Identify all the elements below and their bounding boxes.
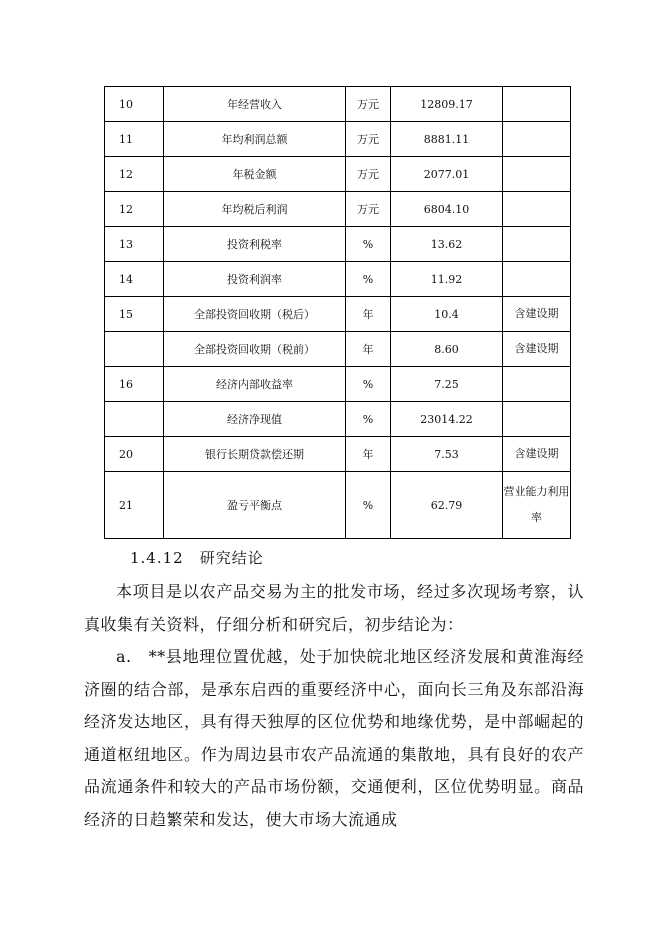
indicator-name: 银行长期贷款偿还期 — [164, 437, 346, 472]
indicator-value: 8.60 — [391, 332, 503, 367]
row-number: 11 — [105, 122, 164, 157]
indicator-name: 盈亏平衡点 — [164, 472, 346, 539]
indicator-note — [503, 87, 571, 122]
indicator-note — [503, 227, 571, 262]
table-row — [105, 472, 571, 539]
indicator-value: 7.25 — [391, 367, 503, 402]
indicator-name: 年经营收入 — [164, 87, 346, 122]
row-number: 14 — [105, 262, 164, 297]
indicator-note — [503, 367, 571, 402]
indicator-name: 全部投资回收期（税前） — [164, 332, 346, 367]
indicator-value: 62.79 — [391, 472, 503, 539]
row-number — [105, 402, 164, 437]
indicator-unit: % — [346, 367, 391, 402]
indicator-unit: 万元 — [346, 192, 391, 227]
table-row — [105, 402, 571, 437]
table-row — [105, 262, 571, 297]
table-row — [105, 332, 571, 367]
section-heading: 1.4.12 研究结论 — [130, 549, 264, 567]
row-number: 10 — [105, 87, 164, 122]
financial-indicators-table — [104, 86, 571, 539]
indicator-note — [503, 192, 571, 227]
indicator-note — [503, 122, 571, 157]
indicator-unit: 年 — [346, 437, 391, 472]
table-row — [105, 157, 571, 192]
indicator-note: 营业能力利用率 — [503, 472, 571, 539]
table-row — [105, 227, 571, 262]
indicator-name: 年均利润总额 — [164, 122, 346, 157]
indicator-value: 8881.11 — [391, 122, 503, 157]
row-number: 15 — [105, 297, 164, 332]
section-body — [84, 576, 584, 836]
paragraph: 本项目是以农产品交易为主的批发市场，经过多次现场考察，认真收集有关资料，仔细分析和研究后，初步结论为： — [84, 582, 584, 634]
indicator-note — [503, 262, 571, 297]
indicator-note: 含建设期 — [503, 437, 571, 472]
indicator-unit: 万元 — [346, 87, 391, 122]
row-number: 12 — [105, 157, 164, 192]
row-number: 12 — [105, 192, 164, 227]
table-row — [105, 87, 571, 122]
indicator-name: 全部投资回收期（税后） — [164, 297, 346, 332]
indicator-note: 含建设期 — [503, 297, 571, 332]
indicator-name: 投资利润率 — [164, 262, 346, 297]
indicator-unit: 年 — [346, 297, 391, 332]
indicator-note — [503, 402, 571, 437]
table-row — [105, 367, 571, 402]
indicator-name: 年均税后利润 — [164, 192, 346, 227]
indicator-name: 年税金额 — [164, 157, 346, 192]
row-number: 13 — [105, 227, 164, 262]
indicator-unit: % — [346, 227, 391, 262]
indicator-name: 经济内部收益率 — [164, 367, 346, 402]
table-row — [105, 122, 571, 157]
indicator-value: 10.4 — [391, 297, 503, 332]
indicator-value: 7.53 — [391, 437, 503, 472]
row-number: 20 — [105, 437, 164, 472]
indicator-note — [503, 157, 571, 192]
indicator-value: 23014.22 — [391, 402, 503, 437]
table-row — [105, 192, 571, 227]
indicator-unit: 万元 — [346, 157, 391, 192]
indicator-unit: % — [346, 262, 391, 297]
indicator-unit: 年 — [346, 332, 391, 367]
table-row — [105, 437, 571, 472]
indicator-value: 2077.01 — [391, 157, 503, 192]
indicator-unit: % — [346, 472, 391, 539]
paragraph: a. **县地理位置优越，处于加快皖北地区经济发展和黄淮海经济圈的结合部，是承东启西的重要经济中心，面向长三角及东部沿海经济发达地区，具有得天独厚的区位优势和地缘优势，是中部崛起的通道枢纽地区。作为周边县市农产品流通的集散地，具有良好的农产品流通条件和较大的产品市场份额，交通便利，区位优势明显。商品经济的日趋繁荣和发达，使大市场大流通成 — [84, 647, 584, 829]
indicator-value: 6804.10 — [391, 192, 503, 227]
indicator-name: 投资利税率 — [164, 227, 346, 262]
indicator-unit: 万元 — [346, 122, 391, 157]
table-row — [105, 297, 571, 332]
row-number — [105, 332, 164, 367]
row-number: 16 — [105, 367, 164, 402]
indicator-note: 含建设期 — [503, 332, 571, 367]
indicator-value: 12809.17 — [391, 87, 503, 122]
indicator-name: 经济净现值 — [164, 402, 346, 437]
indicator-unit: % — [346, 402, 391, 437]
row-number: 21 — [105, 472, 164, 539]
indicator-value: 13.62 — [391, 227, 503, 262]
indicator-value: 11.92 — [391, 262, 503, 297]
